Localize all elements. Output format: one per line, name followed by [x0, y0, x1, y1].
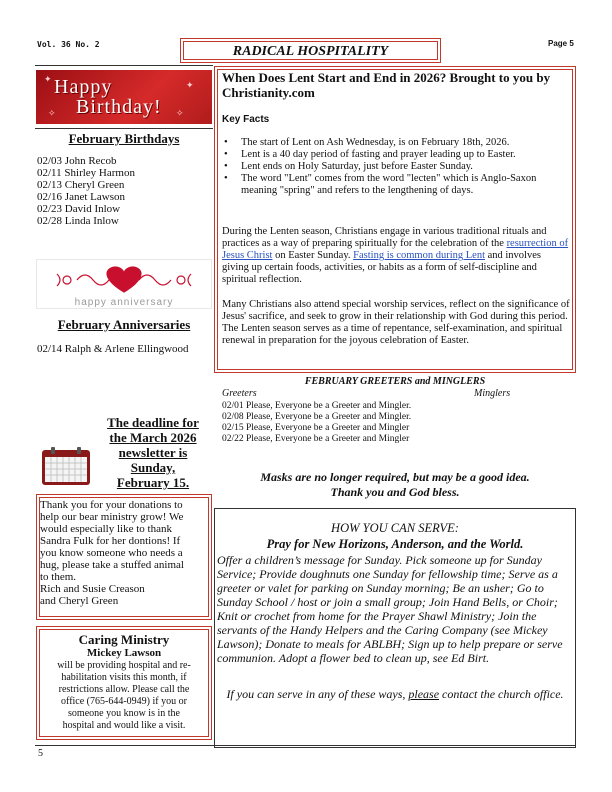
- text-line: Masks are no longer required, but may be a good idea.: [260, 470, 530, 484]
- serve-closing: [217, 687, 573, 701]
- list-item: • The word "Lent" comes from the word "lecten" which is Anglo-Saxon meaning "spring" and refers to the lengthening of days.: [222, 173, 570, 197]
- greeters-title: FEBRUARY GREETERS and MINGLERS: [304, 376, 486, 387]
- caring-ministry-title: Caring Ministry: [78, 632, 170, 647]
- bear-ministry-text: [40, 499, 210, 607]
- lent-article-title: When Does Lent Start and End in 2026? Brought to you by Christianity.com: [222, 70, 551, 100]
- list-item: 02/03 John Recob: [37, 155, 117, 167]
- greeters-list: [222, 401, 411, 445]
- footer-divider: [35, 745, 576, 746]
- footer-page-number: 5: [38, 748, 43, 759]
- list-item: 02/16 Janet Lawson: [37, 191, 125, 203]
- sparkle-icon: ✦: [44, 74, 52, 84]
- serve-body: Offer a children’s message for Sunday. Pick someone up for Sunday Service; Provide doughnuts one Sunday for fellowship time; Serve as a greeter or valet for parking on Sunday morning; Be an usher; Go to Sunday School / host or join a small group; Join Hand Bells, or Choir; Knit or crochet from home for the Prayer Shawl Ministry; Join the servants of the Handy Helpers and the Caring Company (see Mickey Lawson); Donate to meals for ABLBH; Sign up to help prepare or serve communion. Adopt a flower bed to clean up, see Ed Birt.: [217, 553, 563, 665]
- text-line: habilitation visits this month, if: [61, 672, 187, 683]
- text-line: will be providing hospital and re-: [57, 660, 191, 671]
- text-line: you know someone who needs a: [40, 547, 183, 559]
- text-span: contact the church office.: [439, 687, 564, 701]
- serve-subtitle: Pray for New Horizons, Anderson, and the World.: [266, 537, 524, 551]
- text-line: and Cheryl Green: [40, 595, 119, 607]
- text-line: to them.: [40, 571, 77, 583]
- page-number-label: Page 5: [548, 39, 574, 48]
- divider: [35, 65, 213, 66]
- fasting-link[interactable]: Fasting is common during Lent: [353, 250, 485, 261]
- lent-paragraph: Many Christians also attend special worship services, reflect on the significance of Jesus' sacrifice, and seek to grow in their relationship with God during this period. The Lenten season serves as a time of repentance, self-examination, and spiritual renewal in preparation for the joyous celebration of Easter.: [222, 299, 570, 346]
- list-item: 02/13 Cheryl Green: [37, 179, 125, 191]
- deadline-line: Sunday,: [130, 460, 176, 475]
- text-line: Sandra Fulk for her dontions! If: [40, 535, 181, 547]
- text-line: would especially like to thank: [40, 523, 172, 535]
- sparkle-icon: ✦: [186, 80, 194, 90]
- masks-notice: [214, 470, 576, 500]
- anniversary-banner-image: [36, 259, 212, 309]
- volume-label: Vol. 36 No. 2: [37, 40, 100, 49]
- list-item: 02/22 Please, Everyone be a Greeter and Mingler: [222, 434, 410, 444]
- divider: [35, 128, 213, 129]
- birthday-banner-line1: Happy: [54, 76, 113, 98]
- text-line: hospital and would like a visit.: [62, 720, 186, 731]
- list-item: • The start of Lent on Ash Wednesday, is on February 18th, 2026.: [222, 137, 570, 149]
- deadline-line: February 15.: [116, 475, 190, 490]
- please-underlined: please: [408, 687, 440, 701]
- serve-title: HOW YOU CAN SERVE:: [331, 521, 459, 535]
- hearts-icon: [37, 262, 211, 298]
- caring-ministry-name: Mickey Lawson: [86, 647, 162, 659]
- minglers-column-header: Minglers: [474, 388, 511, 399]
- key-facts-heading: Key Facts: [222, 114, 270, 125]
- text-line: restrictions allow. Please call the: [58, 684, 190, 695]
- text-span: During the Lenten season, Christians engage in various traditional rituals and practices as a way of preparing spiritually for the celebration of the: [222, 226, 547, 249]
- text-line: Rich and Susie Creason: [40, 583, 145, 595]
- text-line: Thank you and God bless.: [330, 485, 460, 499]
- list-item: 02/14 Ralph & Arlene Ellingwood: [37, 343, 189, 355]
- sparkle-icon: ✧: [176, 108, 184, 118]
- birthday-banner-line2: Birthday!: [76, 96, 162, 118]
- resurrection-link[interactable]: resurrection of Jesus Christ: [222, 238, 569, 261]
- list-item: 02/28 Linda Inlow: [37, 215, 119, 227]
- deadline-line: The deadline for: [107, 415, 199, 430]
- list-item: 02/23 David Inlow: [37, 203, 121, 215]
- title-box: [180, 38, 441, 63]
- key-facts-list: [222, 137, 570, 197]
- list-item: 02/08 Please, Everyone be a Greeter and Mingler.: [222, 412, 412, 422]
- list-item: • Lent ends on Holy Saturday, just before Easter Sunday.: [222, 161, 570, 173]
- lent-paragraph: [222, 226, 570, 286]
- sparkle-icon: ✧: [48, 108, 56, 118]
- deadline-line: newsletter is: [118, 445, 188, 460]
- text-line: Thank you for your donations to: [40, 499, 183, 511]
- birthdays-title: February Birthdays: [68, 131, 180, 146]
- page-title: RADICAL HOSPITALITY: [183, 41, 438, 60]
- anniversaries-title: February Anniversaries: [57, 317, 191, 332]
- newsletter-deadline: [98, 415, 208, 490]
- list-item: • Lent is a 40 day period of fasting and prayer leading up to Easter.: [222, 149, 570, 161]
- list-item: 02/01 Please, Everyone be a Greeter and Mingler.: [222, 401, 412, 411]
- deadline-line: the March 2026: [109, 430, 197, 445]
- caring-ministry-text: [42, 660, 206, 732]
- text-span: on Easter Sunday.: [272, 250, 354, 261]
- text-span: and involves giving up certain foods, activities, or habits as a form of self-discipline and spiritual reflection.: [222, 250, 541, 285]
- birthday-banner-image: [36, 70, 212, 124]
- list-item: 02/11 Shirley Harmon: [37, 167, 135, 179]
- list-item: 02/15 Please, Everyone be a Greeter and Mingler: [222, 423, 410, 433]
- calendar-icon: [41, 446, 91, 486]
- text-line: someone you know is in the: [68, 708, 180, 719]
- text-line: hug, please take a stuffed animal: [40, 559, 184, 571]
- birthdays-list: [37, 155, 135, 227]
- anniversary-banner-text: happy anniversary: [74, 297, 174, 308]
- greeters-column-header: Greeters: [222, 388, 257, 399]
- text-line: help our bear ministry grow! We: [40, 511, 184, 523]
- text-line: office (765-644-0949) if you or: [61, 696, 187, 707]
- text-span: If you can serve in any of these ways,: [226, 687, 409, 701]
